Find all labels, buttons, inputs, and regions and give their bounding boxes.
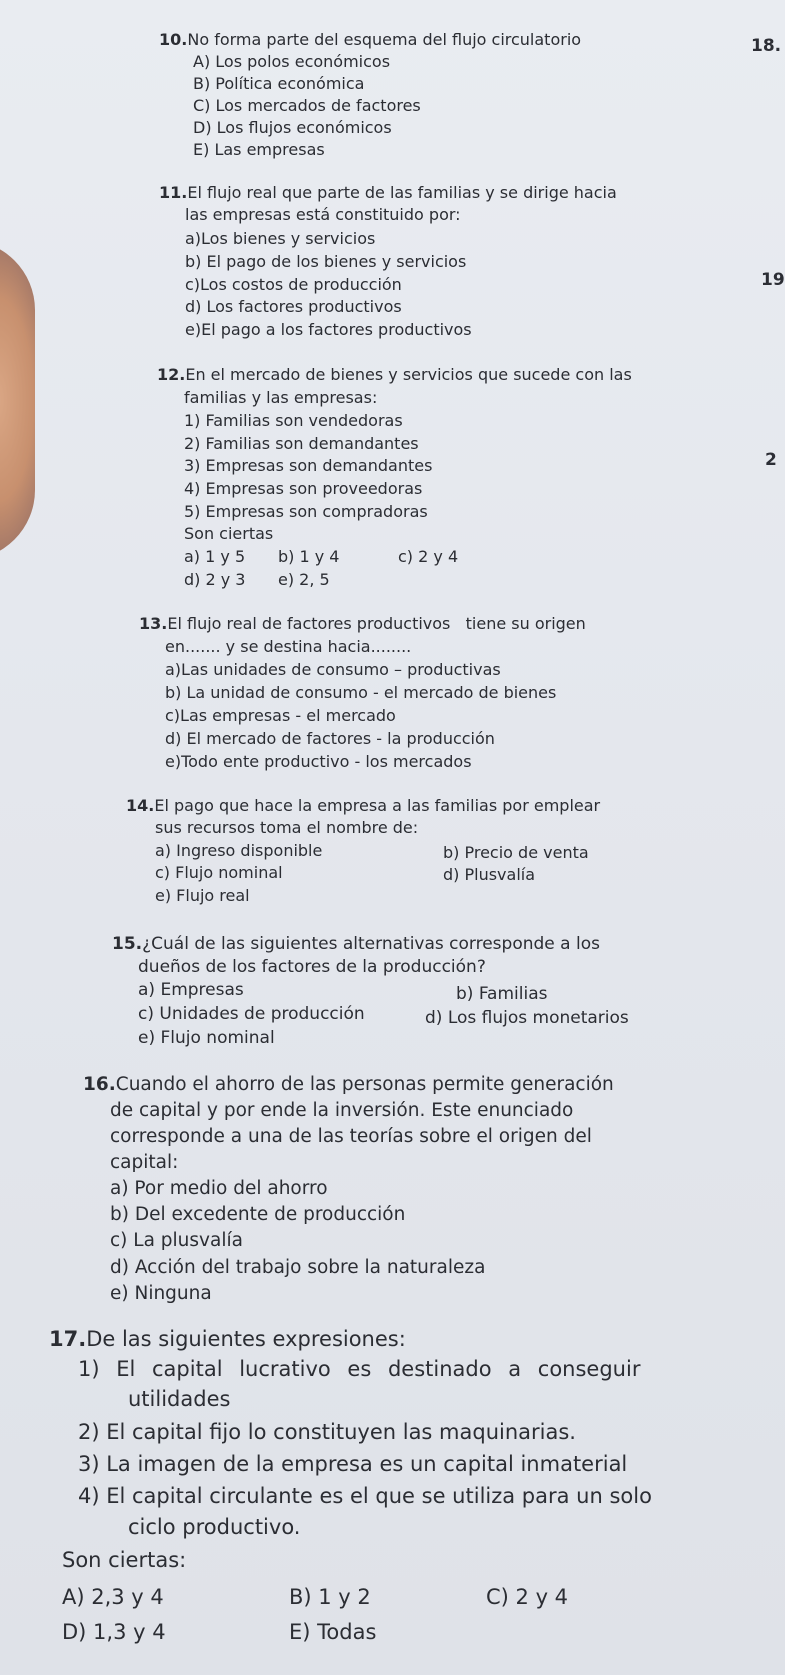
- option: a)Las unidades de consumo – productivas: [165, 660, 501, 679]
- option: e) Flujo real: [155, 886, 250, 905]
- option: c) La plusvalía: [110, 1230, 243, 1251]
- statement: 3) Empresas son demandantes: [184, 456, 433, 475]
- option: d) El mercado de factores - la producción: [165, 729, 495, 748]
- answer: a) 1 y 5: [184, 547, 246, 566]
- option: B) Política económica: [193, 74, 365, 93]
- option: d) Los flujos monetarios: [425, 1008, 629, 1028]
- question-13-stem: 13.El flujo real de factores productivos tiene su origen: [139, 614, 586, 633]
- option: C) Los mercados de factores: [193, 96, 421, 115]
- answer: d) 2 y 3: [184, 570, 246, 589]
- son-ciertas-label: Son ciertas:: [62, 1548, 187, 1572]
- option: d) Plusvalía: [443, 865, 536, 884]
- son-ciertas-label: Son ciertas: [184, 524, 274, 543]
- option: e)Todo ente productivo - los mercados: [165, 752, 472, 771]
- question-13-stem-cont: en....... y se destina hacia........: [165, 637, 412, 656]
- option: d) Los factores productivos: [185, 297, 402, 316]
- question-11-stem-cont: las empresas está constituido por:: [185, 205, 461, 224]
- question-10-stem: 10.No forma parte del esquema del flujo circulatorio: [159, 30, 582, 49]
- option: a)Los bienes y servicios: [185, 229, 376, 248]
- question-14-stem: 14.El pago que hace la empresa a las familias por emplear: [126, 796, 601, 815]
- statement: 3) La imagen de la empresa es un capital inmaterial: [78, 1452, 628, 1476]
- side-marker-19: 19: [761, 270, 785, 290]
- statement: 4) El capital circulante es el que se utiliza para un solo: [78, 1484, 652, 1508]
- question-17-stem: 17.De las siguientes expresiones:: [49, 1327, 406, 1351]
- answer: D) 1,3 y 4: [62, 1620, 166, 1644]
- statement: 5) Empresas son compradoras: [184, 502, 428, 521]
- question-12-stem-cont: familias y las empresas:: [184, 388, 378, 407]
- option: c) Unidades de producción: [138, 1004, 365, 1024]
- option: A) Los polos económicos: [193, 52, 391, 71]
- statement-cont: utilidades: [128, 1387, 231, 1411]
- statement-cont: ciclo productivo.: [128, 1515, 301, 1539]
- side-marker-18: 18.: [751, 36, 782, 56]
- option: b) Del excedente de producción: [110, 1204, 406, 1225]
- statement: 1) El capital lucrativo es destinado a conseguir: [78, 1357, 641, 1381]
- option: b) La unidad de consumo - el mercado de bienes: [165, 683, 557, 702]
- question-16-stem-cont: de capital y por ende la inversión. Este enunciado: [110, 1100, 574, 1121]
- option: a) Ingreso disponible: [155, 841, 323, 860]
- answer: B) 1 y 2: [289, 1585, 371, 1609]
- question-16-stem: 16.Cuando el ahorro de las personas permite generación: [83, 1074, 614, 1095]
- option: e)El pago a los factores productivos: [185, 320, 472, 339]
- question-16-stem-cont: corresponde a una de las teorías sobre el origen del: [110, 1126, 592, 1147]
- option: e) Flujo nominal: [138, 1028, 275, 1048]
- statement: 4) Empresas son proveedoras: [184, 479, 423, 498]
- answer: b) 1 y 4: [278, 547, 340, 566]
- question-15-stem: 15.¿Cuál de las siguientes alternativas corresponde a los: [112, 934, 600, 954]
- option: b) Precio de venta: [443, 843, 589, 862]
- option: b) El pago de los bienes y servicios: [185, 252, 467, 271]
- statement: 2) Familias son demandantes: [184, 434, 419, 453]
- answer: A) 2,3 y 4: [62, 1585, 164, 1609]
- option: d) Acción del trabajo sobre la naturaleza: [110, 1257, 486, 1278]
- side-marker-20: 2: [765, 450, 777, 470]
- option: E) Las empresas: [193, 140, 325, 159]
- question-11-stem: 11.El flujo real que parte de las familias y se dirige hacia: [159, 183, 617, 202]
- question-16-stem-cont: capital:: [110, 1152, 179, 1173]
- option: e) Ninguna: [110, 1283, 212, 1304]
- option: c)Las empresas - el mercado: [165, 706, 396, 725]
- answer: C) 2 y 4: [486, 1585, 569, 1609]
- option: a) Por medio del ahorro: [110, 1178, 328, 1199]
- question-12-stem: 12.En el mercado de bienes y servicios que sucede con las: [157, 365, 632, 384]
- answer: c) 2 y 4: [398, 547, 459, 566]
- statement: 2) El capital fijo lo constituyen las maquinarias.: [78, 1420, 576, 1444]
- option: c) Flujo nominal: [155, 863, 283, 882]
- option: c)Los costos de producción: [185, 275, 402, 294]
- answer: e) 2, 5: [278, 570, 330, 589]
- finger-shadow: [0, 240, 35, 560]
- question-15-stem-cont: dueños de los factores de la producción?: [138, 957, 486, 977]
- question-14-stem-cont: sus recursos toma el nombre de:: [155, 818, 419, 837]
- option: D) Los flujos económicos: [193, 118, 392, 137]
- option: a) Empresas: [138, 980, 244, 1000]
- option: b) Familias: [456, 984, 548, 1004]
- statement: 1) Familias son vendedoras: [184, 411, 403, 430]
- answer: E) Todas: [289, 1620, 377, 1644]
